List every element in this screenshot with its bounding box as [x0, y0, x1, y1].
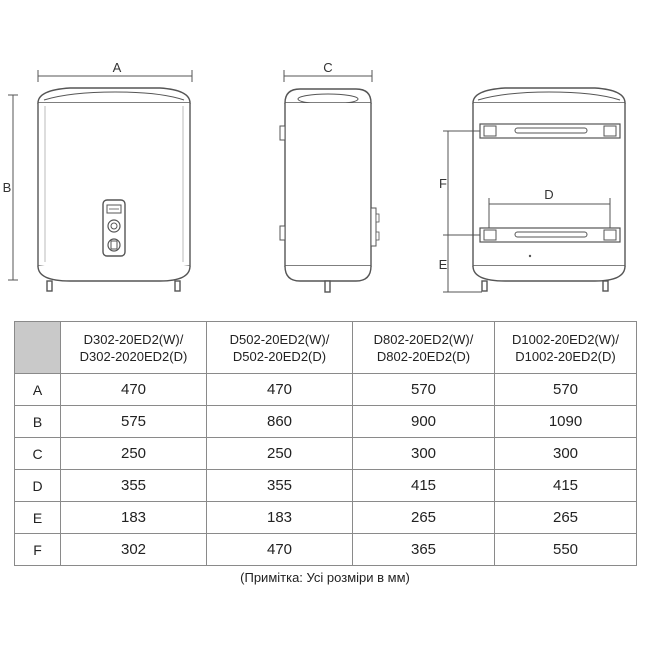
- table-cell: 900: [353, 406, 495, 438]
- table-cell: 265: [495, 502, 637, 534]
- row-label: C: [15, 438, 61, 470]
- table-header-row: [15, 322, 637, 374]
- table-cell: 550: [495, 534, 637, 566]
- column-header: [353, 322, 495, 374]
- table-cell: 250: [207, 438, 353, 470]
- table-cell: 470: [207, 534, 353, 566]
- table-cell: 415: [495, 470, 637, 502]
- dim-label-a: A: [112, 60, 122, 75]
- table-cell: 355: [61, 470, 207, 502]
- table-cell: 183: [61, 502, 207, 534]
- column-header-line2: D502-20ED2(D): [232, 348, 327, 364]
- column-header: [495, 322, 637, 374]
- table-row: [15, 374, 637, 406]
- table-corner-cell: [15, 322, 61, 374]
- column-header-line1: D1002-20ED2(W)/: [512, 331, 619, 347]
- table-cell: 570: [353, 374, 495, 406]
- table-row: [15, 470, 637, 502]
- column-header-line2: D302-2020ED2(D): [79, 348, 188, 364]
- row-label: A: [15, 374, 61, 406]
- table-cell: 860: [207, 406, 353, 438]
- control-panel: [103, 200, 125, 256]
- column-header-line1: D302-20ED2(W)/: [83, 331, 184, 347]
- table-cell: 570: [495, 374, 637, 406]
- table-cell: 355: [207, 470, 353, 502]
- table-row: [15, 406, 637, 438]
- dim-label-c: C: [323, 60, 333, 75]
- table-cell: 250: [61, 438, 207, 470]
- column-header: [207, 322, 353, 374]
- back-view: [443, 88, 625, 292]
- row-label: B: [15, 406, 61, 438]
- table-cell: 300: [353, 438, 495, 470]
- table-row: [15, 534, 637, 566]
- row-label: F: [15, 534, 61, 566]
- column-header-line2: D802-20ED2(D): [376, 348, 471, 364]
- table-cell: 302: [61, 534, 207, 566]
- column-header-line2: D1002-20ED2(D): [515, 348, 616, 364]
- side-view: [280, 70, 379, 292]
- technical-drawing: [0, 0, 650, 320]
- dimensions-table: [14, 321, 637, 566]
- table-cell: 1090: [495, 406, 637, 438]
- row-label: E: [15, 502, 61, 534]
- table-cell: 470: [61, 374, 207, 406]
- dim-label-b: B: [2, 180, 12, 195]
- table-row: [15, 502, 637, 534]
- table-cell: 183: [207, 502, 353, 534]
- dim-label-f: F: [439, 176, 447, 191]
- table-cell: 470: [207, 374, 353, 406]
- row-label: D: [15, 470, 61, 502]
- front-view: [8, 70, 192, 291]
- column-header: [61, 322, 207, 374]
- table-cell: 415: [353, 470, 495, 502]
- column-header-line1: D802-20ED2(W)/: [373, 331, 474, 347]
- table-cell: 365: [353, 534, 495, 566]
- table-row: [15, 438, 637, 470]
- column-header-line1: D502-20ED2(W)/: [229, 331, 330, 347]
- dim-label-d: D: [544, 187, 554, 202]
- dim-label-e: E: [438, 257, 448, 272]
- table-cell: 575: [61, 406, 207, 438]
- table-cell: 265: [353, 502, 495, 534]
- dimensions-note: (Примітка: Усі розміри в мм): [240, 570, 410, 585]
- table-cell: 300: [495, 438, 637, 470]
